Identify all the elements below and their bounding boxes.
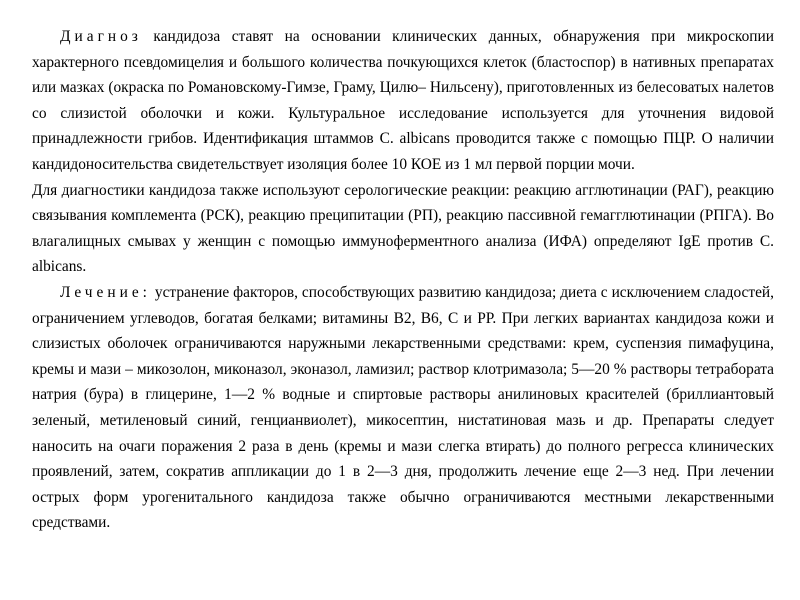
serology-text: Для диагностики кандидоза также используют серологические реакции: реакцию агглютинации (РАГ), реакцию связывания комплемента (РСК), реакцию преципитации (РП), реакцию пассивной гемагглютинации (РПГА). Во влагалищных смывах у женщин с помощью иммуноферментного анализа (ИФА) определяют IgE против C. albicans. xyxy=(32,181,774,276)
paragraph-serology xyxy=(32,178,774,280)
document-page xyxy=(32,24,774,584)
paragraph-treatment xyxy=(32,280,774,536)
paragraph-diagnosis xyxy=(32,24,774,178)
diagnosis-text: кандидоза ставят на основании клинических данных, обнаружения при микроскопии характерного псевдомицелия и большого количества почкующихся клеток (бластоспор) в нативных препаратах или мазках (окраска по Романовскому-Гимзе, Граму, Цилю– Нильсену), приготовленных из белесоватых налетов со слизистой оболочки и кожи. Культуральное исследование используется для уточнения видовой принадлежности грибов. Идентификация штаммов C. albicans проводится также с помощью ПЦР. О наличии кандидоносительства свидетельствует изоляция более 10 КОЕ из 1 мл первой порции мочи. xyxy=(32,28,774,173)
diagnosis-lead: Диагноз xyxy=(60,28,142,45)
treatment-lead: Лечение: xyxy=(60,283,151,301)
treatment-text: устранение факторов, способствующих развитию кандидоза; диета с исключением сладостей, ограничением углеводов, богатая белками; витамины В2, В6, С и РР. При легких вариантах кандидоза кожи и слизистых оболочек ограничиваются наружными лекарственными средствами: крем, суспензия пимафуцина, кремы и мази – микозолон, миконазол, эконазол, ламизил; раствор клотримазола; 5—20 % растворы тетрабората натрия (бура) в глицерине, 1—2 % водные и спиртовые растворы анилиновых красителей (бриллиантовый зеленый, метиленовый синий, генцианвиолет), микосептин, нистатиновая мазь и др. Препараты следует наносить на очаги поражения 2 раза в день (кремы и мази слегка втирать) до полного регресса клинических проявлений, затем, сократив аппликации до 1 в 2—3 дня, продолжить лечение еще 2—3 нед. При лечении острых форм урогенитального кандидоза также обычно ограничиваются местными лекарственными средствами. xyxy=(32,283,774,532)
